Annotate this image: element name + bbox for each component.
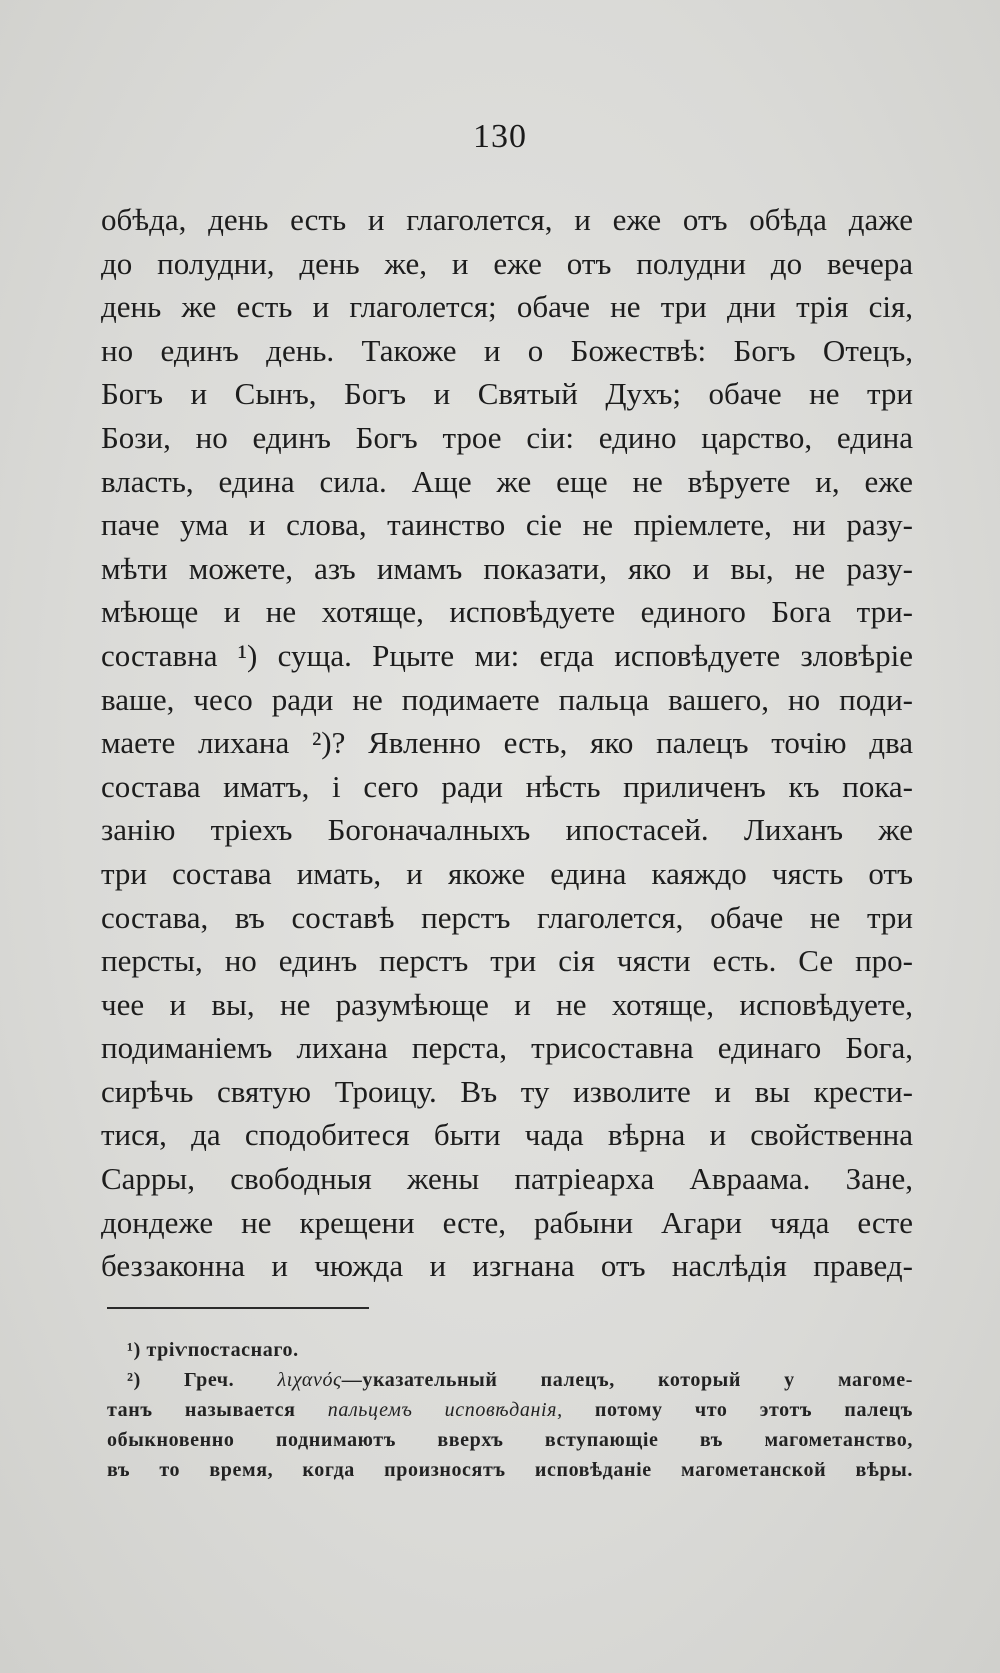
text-line: маете лихана ²)? Явленно есть, яко палецъ точію два — [101, 725, 913, 761]
footnote-2-prefix: ²) Греч. — [127, 1369, 235, 1391]
text-line: дондеже не крещени есте, рабыни Агари чяда есте — [101, 1204, 913, 1240]
text-line: обѣда, день есть и глаголется, и еже отъ обѣда даже — [101, 202, 913, 237]
footnotes — [107, 1335, 913, 1485]
text-line: паче ума и слова, таинство сіе не пріемлете, ни разу- — [101, 507, 913, 543]
footnote-divider — [107, 1307, 369, 1309]
text-line: но единъ день. Такоже и о Божествѣ: Богъ Отецъ, — [101, 332, 913, 368]
text-line: Бози, но единъ Богъ трое сіи: едино царство, едина — [101, 419, 913, 455]
footnote-2-line-3: обыкновенно поднимаютъ вверхъ вступающіе въ магометанство, — [107, 1429, 913, 1451]
text-line: подиманіемъ лихана перста, трисоставна единаго Бога, — [101, 1030, 913, 1066]
text-line: Сарры, свободныя жены патріеарха Авраама. Зане, — [101, 1161, 913, 1197]
text-line: занію тріехъ Богоначалныхъ ипостасей. Лиханъ же — [101, 812, 913, 848]
text-line: персты, но единъ перстъ три сія чясти есть. Се про- — [101, 943, 913, 979]
text-line: Богъ и Сынъ, Богъ и Святый Духъ; обаче не три — [101, 376, 913, 412]
page-number: 130 — [473, 118, 527, 155]
text-line: чее и вы, не разумѣюще и не хотяще, исповѣдуете, — [101, 986, 913, 1022]
main-text — [101, 198, 913, 1288]
text-line: три состава имать, и якоже едина каяждо чясть отъ — [101, 855, 913, 891]
footnote-2-line-1 — [107, 1365, 913, 1395]
text-line: тися, да сподобитеся быти чада вѣрна и свойственна — [101, 1117, 913, 1153]
text-line: сирѣчь святую Троицу. Въ ту изволите и вы крести- — [101, 1073, 913, 1109]
text-line: составна ¹) суща. Рцыте ми: егда исповѣдуете зловѣріе — [101, 637, 913, 673]
text-line: состава, въ составѣ перстъ глаголется, обаче не три — [101, 899, 913, 935]
footnote-2-line-2 — [107, 1395, 913, 1425]
text-line: состава иматъ, і сего ради нѣсть приличенъ къ пока- — [101, 768, 913, 804]
text-line: день же есть и глаголется; обаче не три дни трія сія, — [101, 289, 913, 325]
footnote-2-italic-phrase: пальцемъ исповѣданія, — [327, 1399, 563, 1421]
footnote-2-greek-word: λιχανός — [277, 1369, 342, 1391]
footnote-2-line-4: въ то время, когда произносятъ исповѣданіе магометанской вѣры. — [107, 1459, 913, 1481]
text-line: мѣти можете, азъ имамъ показати, яко и вы, не разу- — [101, 550, 913, 586]
footnote-2-text: —указательный палецъ, который у магоме- — [341, 1369, 914, 1391]
footnote-2-line-2-start: танъ называется — [107, 1399, 296, 1421]
footnote-2-line-2-end: потому что этотъ палецъ — [594, 1399, 913, 1421]
footnote-1: ¹) тріѵпостаснаго. — [127, 1339, 299, 1361]
text-line: беззаконна и чюжда и изгнана отъ наслѣдія правед- — [101, 1248, 913, 1284]
text-line: власть, едина сила. Аще же еще не вѣруете и, еже — [101, 463, 913, 499]
text-line: ваше, чесо ради не подимаете пальца вашего, но поди- — [101, 681, 913, 717]
text-line: мѣюще и не хотяще, исповѣдуете единого Бога три- — [101, 594, 913, 630]
text-line: до полудни, день же, и еже отъ полудни до вечера — [101, 245, 913, 281]
